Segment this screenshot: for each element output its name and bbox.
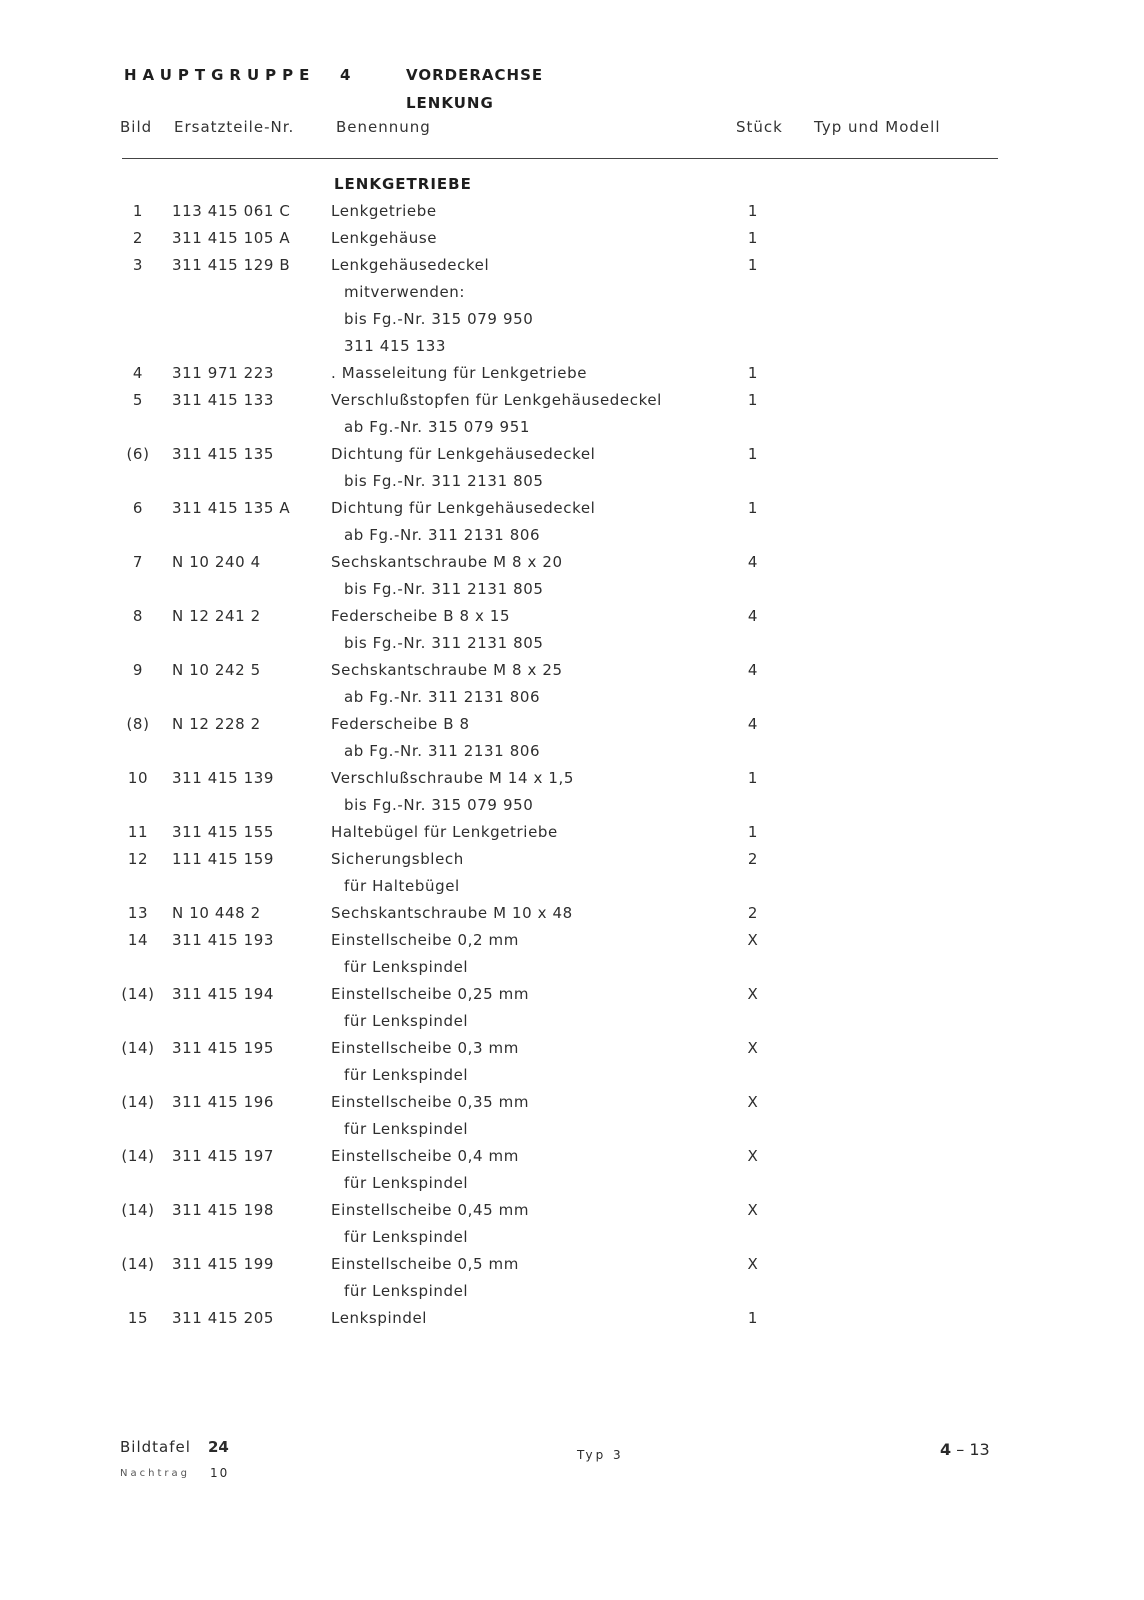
- part-name: mitverwenden:: [344, 283, 466, 301]
- part-name: für Lenkspindel: [344, 1228, 469, 1246]
- part-row: [0, 225, 1144, 252]
- part-name: bis Fg.-Nr. 315 079 950: [344, 796, 534, 814]
- part-number: 311 415 155: [172, 823, 275, 841]
- part-row: [0, 819, 1144, 846]
- part-number: 311 415 196: [172, 1093, 275, 1111]
- part-name: Sechskantschraube M 8 x 25: [331, 661, 563, 679]
- figure-number: 15: [127, 1309, 149, 1327]
- part-name: Verschlußschraube M 14 x 1,5: [331, 769, 575, 787]
- quantity: X: [747, 1201, 759, 1219]
- part-name: für Lenkspindel: [344, 1120, 469, 1138]
- part-number: 311 415 133: [172, 391, 275, 409]
- note-row: [0, 1062, 1144, 1089]
- part-name: Einstellscheibe 0,5 mm: [331, 1255, 519, 1273]
- part-row: [0, 900, 1144, 927]
- note-row: [0, 630, 1144, 657]
- note-row: [0, 1116, 1144, 1143]
- quantity: 1: [747, 823, 759, 841]
- page-separator: –: [956, 1440, 965, 1459]
- part-name: Lenkgehäuse: [331, 229, 438, 247]
- quantity: 2: [747, 904, 759, 922]
- column-header-name: Benennung: [336, 118, 431, 136]
- note-row: [0, 333, 1144, 360]
- note-row: [0, 792, 1144, 819]
- part-name: für Lenkspindel: [344, 1066, 469, 1084]
- figure-number: 1: [132, 202, 144, 220]
- figure-number: 6: [132, 499, 144, 517]
- part-number: N 10 448 2: [172, 904, 261, 922]
- quantity: X: [747, 1147, 759, 1165]
- quantity: 4: [747, 661, 759, 679]
- part-name: für Lenkspindel: [344, 1282, 469, 1300]
- part-name: Einstellscheibe 0,25 mm: [331, 985, 530, 1003]
- figure-number: (14): [121, 985, 155, 1003]
- supplement-number: 10: [210, 1466, 230, 1480]
- figure-number: (14): [121, 1255, 155, 1273]
- quantity: X: [747, 985, 759, 1003]
- part-row: [0, 387, 1144, 414]
- quantity: 4: [747, 715, 759, 733]
- group-number: 4: [340, 66, 351, 84]
- note-row: [0, 279, 1144, 306]
- figure-number: 3: [132, 256, 144, 274]
- part-name: Federscheibe B 8: [331, 715, 470, 733]
- figure-number: 13: [127, 904, 149, 922]
- part-row: [0, 549, 1144, 576]
- section-title: LENKGETRIEBE: [334, 175, 472, 193]
- note-row: [0, 1278, 1144, 1305]
- group-title: VORDERACHSE: [406, 66, 544, 84]
- part-row: [0, 198, 1144, 225]
- part-name: Dichtung für Lenkgehäusedeckel: [331, 499, 596, 517]
- part-number: 311 415 194: [172, 985, 275, 1003]
- figure-number: 2: [132, 229, 144, 247]
- part-number: 311 415 193: [172, 931, 275, 949]
- plate-number: 24: [208, 1438, 229, 1456]
- note-row: [0, 954, 1144, 981]
- part-row: [0, 981, 1144, 1008]
- figure-number: 4: [132, 364, 144, 382]
- quantity: 4: [747, 553, 759, 571]
- column-header-part-no: Ersatzteile-Nr.: [174, 118, 295, 136]
- part-row: [0, 603, 1144, 630]
- part-row: [0, 1089, 1144, 1116]
- part-row: [0, 846, 1144, 873]
- part-number: N 12 241 2: [172, 607, 261, 625]
- figure-number: 8: [132, 607, 144, 625]
- note-row: [0, 576, 1144, 603]
- part-number: 311 415 135 A: [172, 499, 291, 517]
- note-row: [0, 738, 1144, 765]
- part-name: für Haltebügel: [344, 877, 460, 895]
- quantity: X: [747, 1255, 759, 1273]
- part-number: 111 415 159: [172, 850, 275, 868]
- part-number: 311 415 205: [172, 1309, 275, 1327]
- note-row: [0, 306, 1144, 333]
- part-number: N 10 242 5: [172, 661, 261, 679]
- part-row: [0, 765, 1144, 792]
- part-name: bis Fg.-Nr. 311 2131 805: [344, 472, 544, 490]
- part-number: 311 415 105 A: [172, 229, 291, 247]
- quantity: X: [747, 1039, 759, 1057]
- part-number: 311 415 197: [172, 1147, 275, 1165]
- quantity: 1: [747, 229, 759, 247]
- part-name: Lenkspindel: [331, 1309, 428, 1327]
- part-name: bis Fg.-Nr. 311 2131 805: [344, 580, 544, 598]
- part-name: Federscheibe B 8 x 15: [331, 607, 511, 625]
- figure-number: 11: [127, 823, 149, 841]
- column-header-qty: Stück: [736, 118, 783, 136]
- part-number: N 12 228 2: [172, 715, 261, 733]
- quantity: 1: [747, 202, 759, 220]
- figure-number: (14): [121, 1147, 155, 1165]
- parts-list: [0, 198, 1144, 1332]
- supplement-label: Nachtrag: [120, 1468, 190, 1479]
- quantity: 1: [747, 1309, 759, 1327]
- part-row: [0, 1035, 1144, 1062]
- part-name: Einstellscheibe 0,3 mm: [331, 1039, 519, 1057]
- group-label: HAUPTGRUPPE: [124, 66, 316, 84]
- part-row: [0, 360, 1144, 387]
- part-number: 113 415 061 C: [172, 202, 291, 220]
- part-name: ab Fg.-Nr. 315 079 951: [344, 418, 530, 436]
- part-name: Sechskantschraube M 10 x 48: [331, 904, 573, 922]
- part-name: Einstellscheibe 0,4 mm: [331, 1147, 519, 1165]
- figure-number: 12: [127, 850, 149, 868]
- figure-number: 9: [132, 661, 144, 679]
- part-name: bis Fg.-Nr. 311 2131 805: [344, 634, 544, 652]
- part-name: Dichtung für Lenkgehäusedeckel: [331, 445, 596, 463]
- page-group: 4: [940, 1440, 952, 1459]
- part-name: Haltebügel für Lenkgetriebe: [331, 823, 558, 841]
- part-name: Einstellscheibe 0,45 mm: [331, 1201, 530, 1219]
- part-row: [0, 711, 1144, 738]
- column-header-bild: Bild: [120, 118, 153, 136]
- quantity: 1: [747, 391, 759, 409]
- part-name: Verschlußstopfen für Lenkgehäusedeckel: [331, 391, 662, 409]
- quantity: 2: [747, 850, 759, 868]
- page-number: [940, 1440, 990, 1459]
- part-name: für Lenkspindel: [344, 958, 469, 976]
- part-name: für Lenkspindel: [344, 1174, 469, 1192]
- part-name: ab Fg.-Nr. 311 2131 806: [344, 688, 541, 706]
- note-row: [0, 1008, 1144, 1035]
- part-number: 311 415 198: [172, 1201, 275, 1219]
- part-row: [0, 927, 1144, 954]
- part-number: 311 415 199: [172, 1255, 275, 1273]
- part-number: 311 415 135: [172, 445, 275, 463]
- quantity: 1: [747, 364, 759, 382]
- part-name: 311 415 133: [344, 337, 447, 355]
- figure-number: (14): [121, 1039, 155, 1057]
- plate-label: Bildtafel: [120, 1438, 191, 1456]
- figure-number: 5: [132, 391, 144, 409]
- note-row: [0, 522, 1144, 549]
- part-name: Sicherungsblech: [331, 850, 464, 868]
- part-row: [0, 252, 1144, 279]
- part-name: ab Fg.-Nr. 311 2131 806: [344, 742, 541, 760]
- part-number: 311 971 223: [172, 364, 275, 382]
- figure-number: 10: [127, 769, 149, 787]
- part-number: N 10 240 4: [172, 553, 261, 571]
- part-number: 311 415 129 B: [172, 256, 291, 274]
- part-row: [0, 657, 1144, 684]
- quantity: X: [747, 931, 759, 949]
- part-row: [0, 1197, 1144, 1224]
- part-name: . Masseleitung für Lenkgetriebe: [331, 364, 588, 382]
- figure-number: (8): [126, 715, 150, 733]
- part-name: für Lenkspindel: [344, 1012, 469, 1030]
- part-name: Lenkgetriebe: [331, 202, 437, 220]
- part-name: ab Fg.-Nr. 311 2131 806: [344, 526, 541, 544]
- note-row: [0, 414, 1144, 441]
- page-index: 13: [969, 1440, 990, 1459]
- part-name: Sechskantschraube M 8 x 20: [331, 553, 563, 571]
- note-row: [0, 468, 1144, 495]
- quantity: 1: [747, 769, 759, 787]
- note-row: [0, 1224, 1144, 1251]
- note-row: [0, 684, 1144, 711]
- part-row: [0, 1251, 1144, 1278]
- part-number: 311 415 195: [172, 1039, 275, 1057]
- vehicle-type: Typ 3: [577, 1448, 624, 1462]
- quantity: 4: [747, 607, 759, 625]
- quantity: 1: [747, 499, 759, 517]
- quantity: 1: [747, 256, 759, 274]
- part-row: [0, 495, 1144, 522]
- quantity: 1: [747, 445, 759, 463]
- note-row: [0, 873, 1144, 900]
- figure-number: (14): [121, 1201, 155, 1219]
- figure-number: 14: [127, 931, 149, 949]
- figure-number: 7: [132, 553, 144, 571]
- part-row: [0, 1143, 1144, 1170]
- header-rule: [122, 158, 998, 159]
- group-subtitle: LENKUNG: [406, 94, 494, 112]
- figure-number: (14): [121, 1093, 155, 1111]
- part-number: 311 415 139: [172, 769, 275, 787]
- figure-number: (6): [126, 445, 150, 463]
- page-header: [0, 0, 1144, 170]
- part-row: [0, 441, 1144, 468]
- part-row: [0, 1305, 1144, 1332]
- quantity: X: [747, 1093, 759, 1111]
- note-row: [0, 1170, 1144, 1197]
- column-header-type: Typ und Modell: [814, 118, 941, 136]
- part-name: bis Fg.-Nr. 315 079 950: [344, 310, 534, 328]
- part-name: Einstellscheibe 0,2 mm: [331, 931, 519, 949]
- part-name: Einstellscheibe 0,35 mm: [331, 1093, 530, 1111]
- part-name: Lenkgehäusedeckel: [331, 256, 490, 274]
